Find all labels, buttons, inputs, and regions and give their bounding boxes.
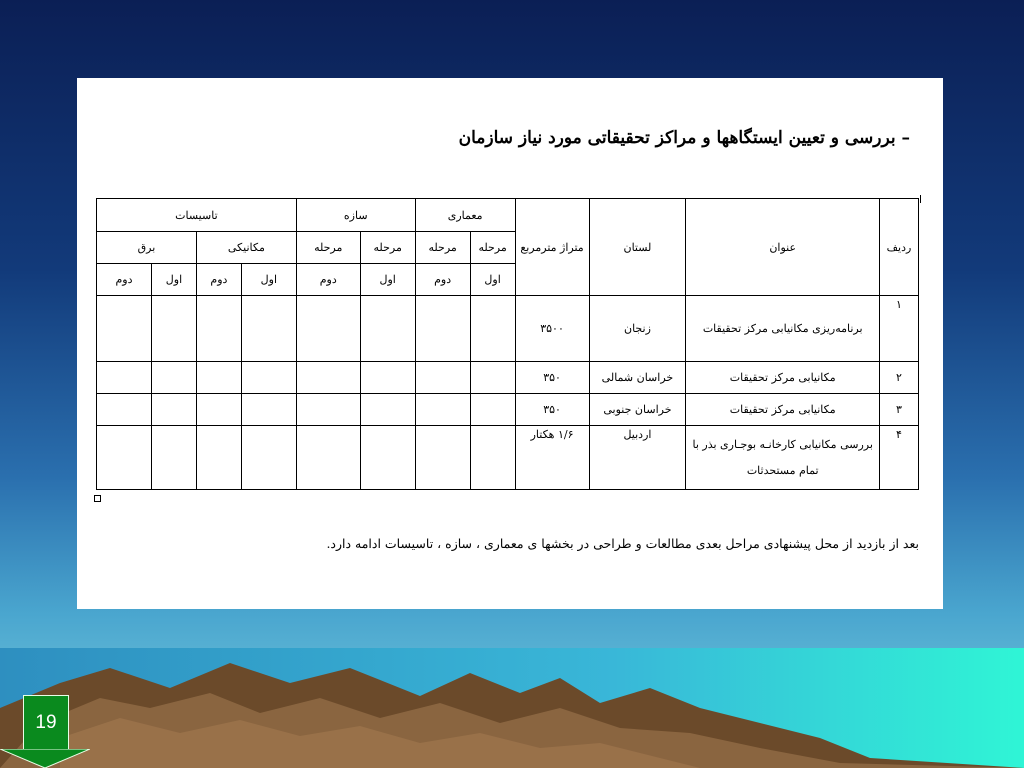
header-province: لستان <box>589 199 686 296</box>
mountain-range-decoration <box>0 648 1024 768</box>
page-number-badge[interactable] <box>23 695 69 751</box>
row-number: ۴ <box>880 426 919 490</box>
row-area: ۳۵۰ <box>515 362 589 394</box>
header-area: متراژ مترمربع <box>515 199 589 296</box>
table-row <box>97 296 919 362</box>
row-area: ۳۵۰۰ <box>515 296 589 362</box>
row-title: بررسی مکانیابی کارخانـه بوجـاری بذر با تمام مستحدثات <box>686 426 880 490</box>
projects-table <box>96 198 919 490</box>
table-row <box>97 362 919 394</box>
header-elec-first: اول <box>152 264 197 296</box>
header-row-number: ردیف <box>880 199 919 296</box>
table-row <box>97 426 919 490</box>
header-mech-first: اول <box>241 264 296 296</box>
row-title: برنامه‌ریزی مکانیابی مرکز تحقیقات <box>686 296 880 362</box>
row-title: مکانیابی مرکز تحقیقات <box>686 362 880 394</box>
row-province: خراسان شمالی <box>589 362 686 394</box>
row-number: ۳ <box>880 394 919 426</box>
down-arrow-icon <box>0 749 90 768</box>
header-elec-second: دوم <box>97 264 152 296</box>
row-area: ۱/۶ هکتار <box>515 426 589 490</box>
header-arch-first: اول <box>470 264 515 296</box>
row-province: اردبیل <box>589 426 686 490</box>
header-arch-second: دوم <box>415 264 470 296</box>
header-struct-stage-2: مرحله <box>296 232 360 264</box>
row-number: ۲ <box>880 362 919 394</box>
row-area: ۳۵۰ <box>515 394 589 426</box>
header-installations: تاسیسات <box>97 199 297 232</box>
slide-footnote: بعد از بازدید از محل پیشنهادی مراحل بعدی مطالعات و طراحی در بخشها ی معماری ، سازه ، تاسیسات ادامه دارد. <box>326 536 919 551</box>
table-resize-handle[interactable] <box>94 495 101 502</box>
row-title: مکانیابی مرکز تحقیقات <box>686 394 880 426</box>
header-structure: سازه <box>296 199 415 232</box>
header-electrical: برق <box>97 232 197 264</box>
row-number: ۱ <box>880 296 919 362</box>
header-arch-stage-1: مرحله <box>470 232 515 264</box>
row-province: زنجان <box>589 296 686 362</box>
page-number: 19 <box>35 712 57 733</box>
slide-title: – بررسی و تعیین ایستگاهها و مراکز تحقیقاتی مورد نیاز سازمان <box>458 128 910 148</box>
row-province: خراسان جنوبی <box>589 394 686 426</box>
header-title: عنوان <box>686 199 880 296</box>
slide-content-panel <box>77 78 943 609</box>
header-struct-stage-1: مرحله <box>360 232 415 264</box>
header-struct-second: دوم <box>296 264 360 296</box>
table-edge-tick <box>920 195 921 203</box>
header-struct-first: اول <box>360 264 415 296</box>
table-row <box>97 394 919 426</box>
header-architecture: معماری <box>415 199 515 232</box>
header-mech-second: دوم <box>196 264 241 296</box>
header-mechanical: مکانیکی <box>196 232 296 264</box>
header-arch-stage-2: مرحله <box>415 232 470 264</box>
